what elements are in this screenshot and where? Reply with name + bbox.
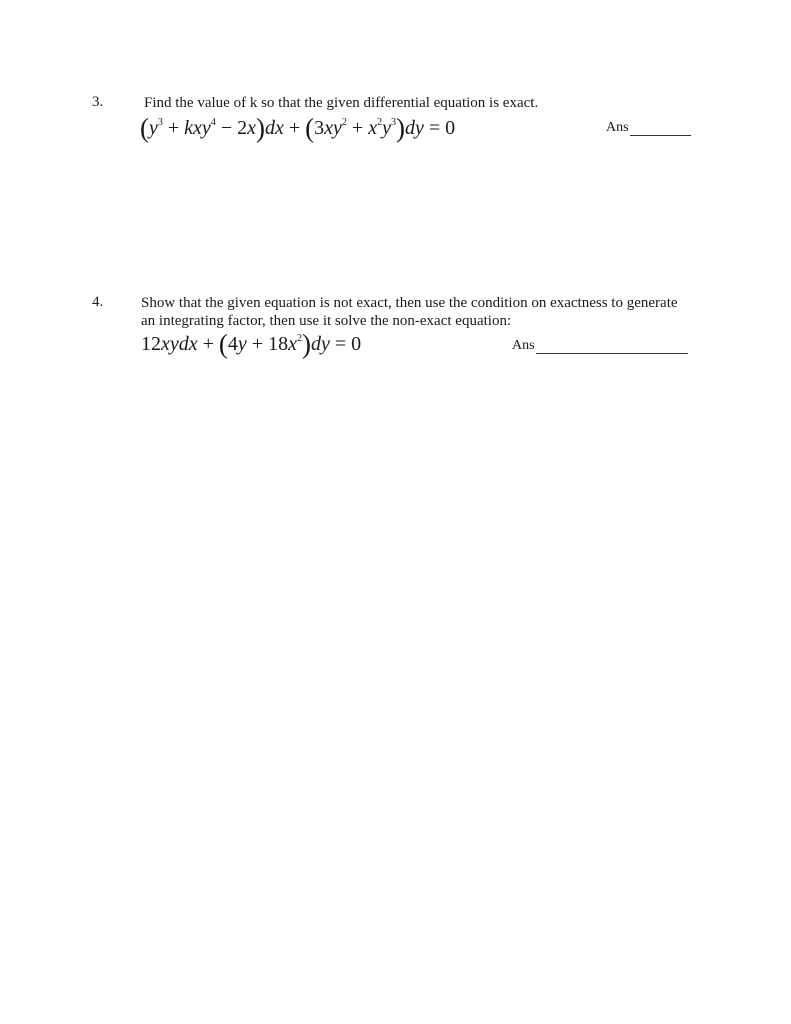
answer-label: Ans xyxy=(512,338,535,353)
problem-statement: Find the value of k so that the given differential equation is exact. xyxy=(144,95,539,111)
answer-blank[interactable] xyxy=(536,339,688,354)
problem-number: 4. xyxy=(92,294,104,310)
equation: 12xydx + $(4y + 18x^2)dy = 0$ xyxy=(141,329,362,359)
equation: $(y^3 + kxy^4 - 2x)dx + (3xy^2 + x^2y^3)dy = 0$ xyxy=(140,113,456,143)
answer-field[interactable] xyxy=(606,120,691,136)
problem-statement-line-1: Show that the given equation is not exact, then use the condition on exactness to generate xyxy=(141,295,678,311)
problem-number: 3. xyxy=(92,94,104,110)
answer-label: Ans xyxy=(606,120,629,135)
answer-field[interactable] xyxy=(512,338,688,354)
answer-blank[interactable] xyxy=(630,121,691,136)
problem-statement-line-2: an integrating factor, then use it solve the non-exact equation: xyxy=(141,313,512,329)
